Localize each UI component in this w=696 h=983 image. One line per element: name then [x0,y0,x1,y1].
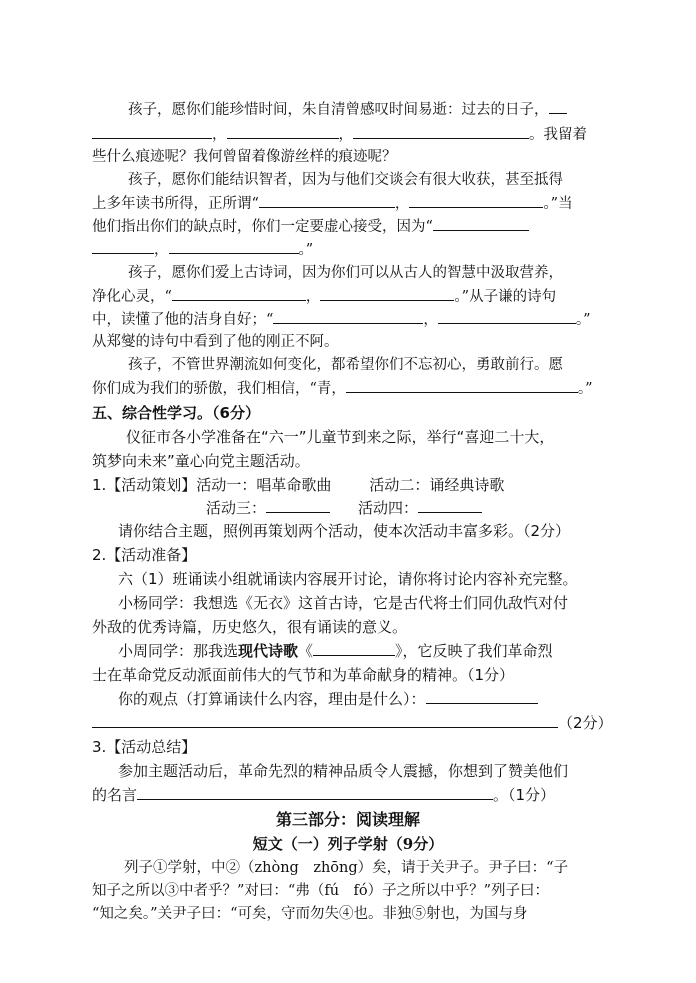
q1-requirement: 请你结合主题，照例再策划两个活动，使本次活动丰富多彩。（2分） [118,522,571,540]
section-5-intro-line2: 筑梦向未来”童心向党主题活动。 [92,452,310,470]
blank[interactable] [549,99,567,114]
para-wise-line1: 孩子，愿你们能结识智者，因为与他们交谈会有很大收获，甚至抵得 [128,172,563,188]
para-time-line2: ， ， 。我留着 [92,124,632,145]
blank-view[interactable] [426,689,538,704]
blank[interactable] [259,193,395,208]
blank[interactable] [92,124,212,139]
blank[interactable] [433,216,529,231]
q2-your-view: 你的观点（打算诵读什么内容，理由是什么）： [118,689,658,709]
q2-zhou-line2: 士在革命党反动派面前伟大的气节和为革命献身的精神。（1分） [92,666,515,684]
para-wise-line2: 上多年读书所得，正所谓“ ， 。”当 [92,193,632,214]
blank[interactable] [438,309,576,324]
blank[interactable] [273,309,423,324]
blank-view-cont[interactable] [92,713,558,728]
q1-activities-row2: 活动三： 活动四： [206,498,696,518]
para-poetry-line2: 净化心灵，“ ， 。”从子谦的诗句 [92,286,632,307]
blank[interactable] [346,378,578,393]
blank[interactable] [92,239,154,254]
section-5-title: 五、综合性学习。（6分） [92,404,260,422]
blank-activity-3[interactable] [266,498,330,513]
q2-yang-line2: 外敌的优秀诗篇，历史悠久，很有诵读的意义。 [92,618,408,636]
part-3-title: 第三部分：阅读理解 [275,810,420,829]
blank[interactable] [172,286,306,301]
passage-line2: 知子之所以③中者乎？”对曰：“弗（fú fó）子之所以中乎？”列子曰： [92,883,550,899]
para-wise-line4: ， 。” [92,239,632,260]
section-5-intro-line1: 仪征市各小学准备在“六一”儿童节到来之际，举行“喜迎二十大， [126,428,555,446]
para-poetry-line3: 中，读懂了他的洁身自好；“ ， 。” [92,309,632,330]
para-time-line1: 孩子，愿你们能珍惜时间，朱自清曾感叹时间易逝：过去的日子， [128,99,668,120]
q2-intro: 六（1）班诵读小组就诵读内容展开讨论，请你将讨论内容补充完整。 [118,570,578,588]
blank-quote[interactable] [137,785,493,800]
blank[interactable] [320,286,454,301]
para-courage-line2: 你们成为我们的骄傲，我们相信，“青， 。” [92,378,632,399]
q2-yang-line1: 小杨同学：我想选《无衣》这首古诗，它是古代将士们同仇敌忾对付 [118,594,569,612]
passage-line1: 列子①学射，中②（zhòng zhōng）矣，请于关尹子。尹子曰：“子 [124,860,569,876]
passage-title: 短文（一）列子学射（9分） [252,835,444,853]
blank[interactable] [169,239,299,254]
blank[interactable] [409,193,543,208]
blank-activity-4[interactable] [418,498,482,513]
q2-zhou-line1: 小周同学：那我选现代诗歌《 》，它反映了我们革命烈 [118,642,553,660]
para-courage-line1: 孩子，不管世界潮流如何变化，都希望你们不忘初心，勇敢前行。愿 [128,357,563,373]
para-poetry-line4: 从郑燮的诗句中看到了他的刚正不阿。 [92,334,339,350]
q3-line2: 的名言 。（1分） [92,786,556,804]
q2-view-line2: （2分） [92,713,632,733]
passage-line3: “知之矣。”关尹子曰：“可矣，守而勿失④也。非独⑤射也，为国与身 [92,906,528,922]
para-time-line3: 些什么痕迹呢？我何曾留着像游丝样的痕迹呢？ [92,149,397,165]
para-wise-line3: 他们指出你们的缺点时，你们一定要虚心接受，因为“ [92,216,632,237]
blank[interactable] [353,124,529,139]
q3-line1: 参加主题活动后，革命先烈的精神品质令人震撼，你想到了赞美他们 [118,762,569,780]
blank-poem-title[interactable] [313,641,395,656]
para-poetry-line1: 孩子，愿你们爱上古诗词，因为你们可以从古人的智慧中汲取营养， [128,265,563,281]
q2-label: 2.【活动准备】 [92,546,197,564]
blank[interactable] [227,124,339,139]
q1-activities-row1: 1.【活动策划】活动一：唱革命歌曲 活动二：诵经典诗歌 [92,476,505,494]
q3-label: 3.【活动总结】 [92,738,197,756]
